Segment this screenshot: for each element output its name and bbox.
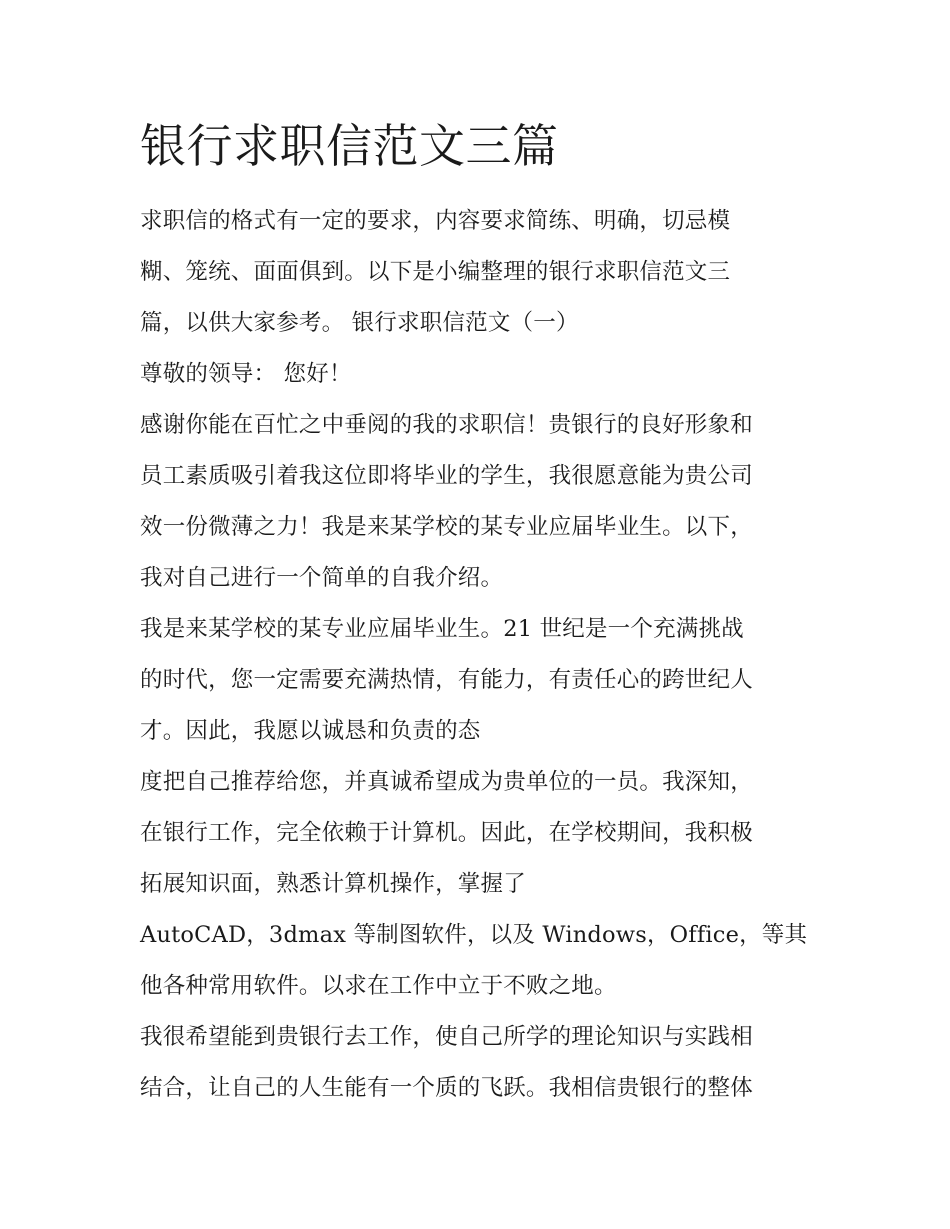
body-line: 的时代，您一定需要充满热情，有能力，有责任心的跨世纪人 [140,667,753,693]
body-line: AutoCAD，3dmax 等制图软件，以及 Windows，Office，等其 [140,922,808,948]
body-line: 他各种常用软件。以求在工作中立于不败之地。 [140,973,617,999]
body-line: 结合，让自己的人生能有一个质的飞跃。我相信贵银行的整体 [140,1075,753,1101]
body-line: 效一份微薄之力！我是来某学校的某专业应届毕业生。以下， [140,514,753,540]
body-line: 我是来某学校的某专业应届毕业生。21 世纪是一个充满挑战 [140,616,744,642]
body-line: 篇，以供大家参考。 银行求职信范文（一） [140,310,579,336]
body-line: 我对自己进行一个简单的自我介绍。 [140,565,504,591]
body-line: 尊敬的领导： 您好！ [140,361,352,387]
body-line: 感谢你能在百忙之中垂阅的我的求职信！贵银行的良好形象和 [140,412,753,438]
body-line: 才。因此，我愿以诚恳和负责的态 [140,718,481,744]
body-line: 拓展知识面，熟悉计算机操作，掌握了 [140,871,526,897]
body-line: 在银行工作，完全依赖于计算机。因此，在学校期间，我积极 [140,820,753,846]
document-body [140,196,830,1114]
body-line: 员工素质吸引着我这位即将毕业的学生，我很愿意能为贵公司 [140,463,753,489]
body-line: 糊、笼统、面面俱到。以下是小编整理的银行求职信范文三 [140,259,731,285]
document-title: 银行求职信范文三篇 [140,119,559,173]
body-line: 我很希望能到贵银行去工作，使自己所学的理论知识与实践相 [140,1024,753,1050]
body-line: 求职信的格式有一定的要求，内容要求简练、明确，切忌模 [140,208,731,234]
body-line: 度把自己推荐给您，并真诚希望成为贵单位的一员。我深知， [140,769,753,795]
